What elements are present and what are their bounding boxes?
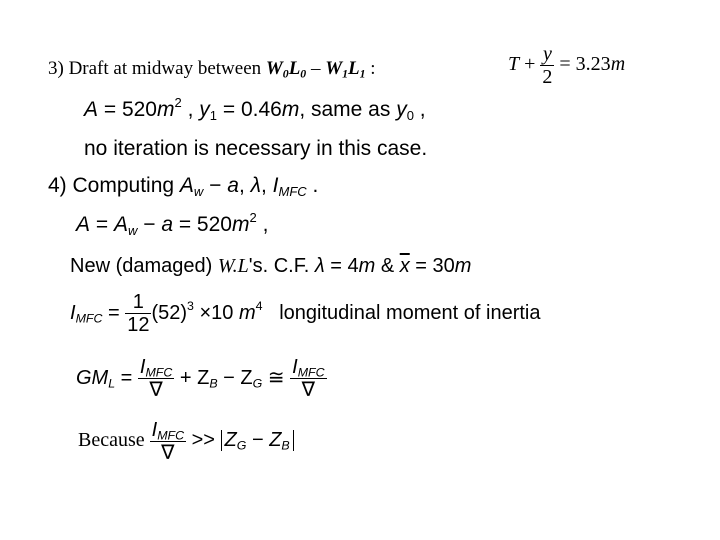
inertia-over-volume-fraction: $\frac{I_{MFC}}{\nabla}$ bbox=[139, 356, 173, 401]
draft-formula: T + $\frac{y}{2}$ = 3.23m bbox=[508, 43, 626, 88]
moment-of-inertia-equation: $I_{MFC}$ = $\frac{1}{12}$ $(52)^3 \times 10$ $m^4$ longitudinal moment of inertia bbox=[70, 291, 541, 336]
because-fraction: $\frac{I_{MFC}}{\nabla}$ bbox=[151, 419, 185, 464]
area-equation: $A = 520m^2$ , $y_1 = 0.46m$, same as $y_0$ , bbox=[84, 94, 426, 123]
because-inequality: Because $\frac{I_{MFC}}{\nabla}$ >> $Z_G - Z_B$ bbox=[78, 420, 294, 463]
item-3-heading: 3) Draft at midway between $W_0L_0 - W_1L_1$ : bbox=[48, 58, 376, 81]
inertia-description: longitudinal moment of inertia bbox=[279, 301, 541, 324]
one-twelfth-fraction: $\frac{1}{12}$ bbox=[127, 291, 150, 336]
center-of-flotation-line: New (damaged) W.L's. C.F. λ = 4m & $\overline{x} = 30m$ bbox=[70, 255, 472, 277]
absolute-value: $Z_G - Z_B$ bbox=[221, 430, 294, 451]
y-over-2-fraction: $\frac{y}{2}$ bbox=[542, 43, 553, 88]
metacentric-height-equation: $GM_L$ = $\frac{I_{MFC}}{\nabla}$ + $Z_B - Z_G$ ≅ $\frac{I_{MFC}}{\nabla}$ bbox=[76, 356, 325, 401]
item-4-heading: 4) Computing $A_w - a$, λ, $I_{MFC}$ . bbox=[48, 174, 319, 199]
damaged-area-equation: $A = A_w - a = 520m^2$ , bbox=[76, 209, 269, 238]
inertia-over-volume-fraction-2: $\frac{I_{MFC}}{\nabla}$ bbox=[292, 356, 325, 401]
heading-text: 3) Draft at midway between bbox=[48, 58, 266, 79]
no-iteration-note: no iteration is necessary in this case. bbox=[84, 137, 428, 160]
